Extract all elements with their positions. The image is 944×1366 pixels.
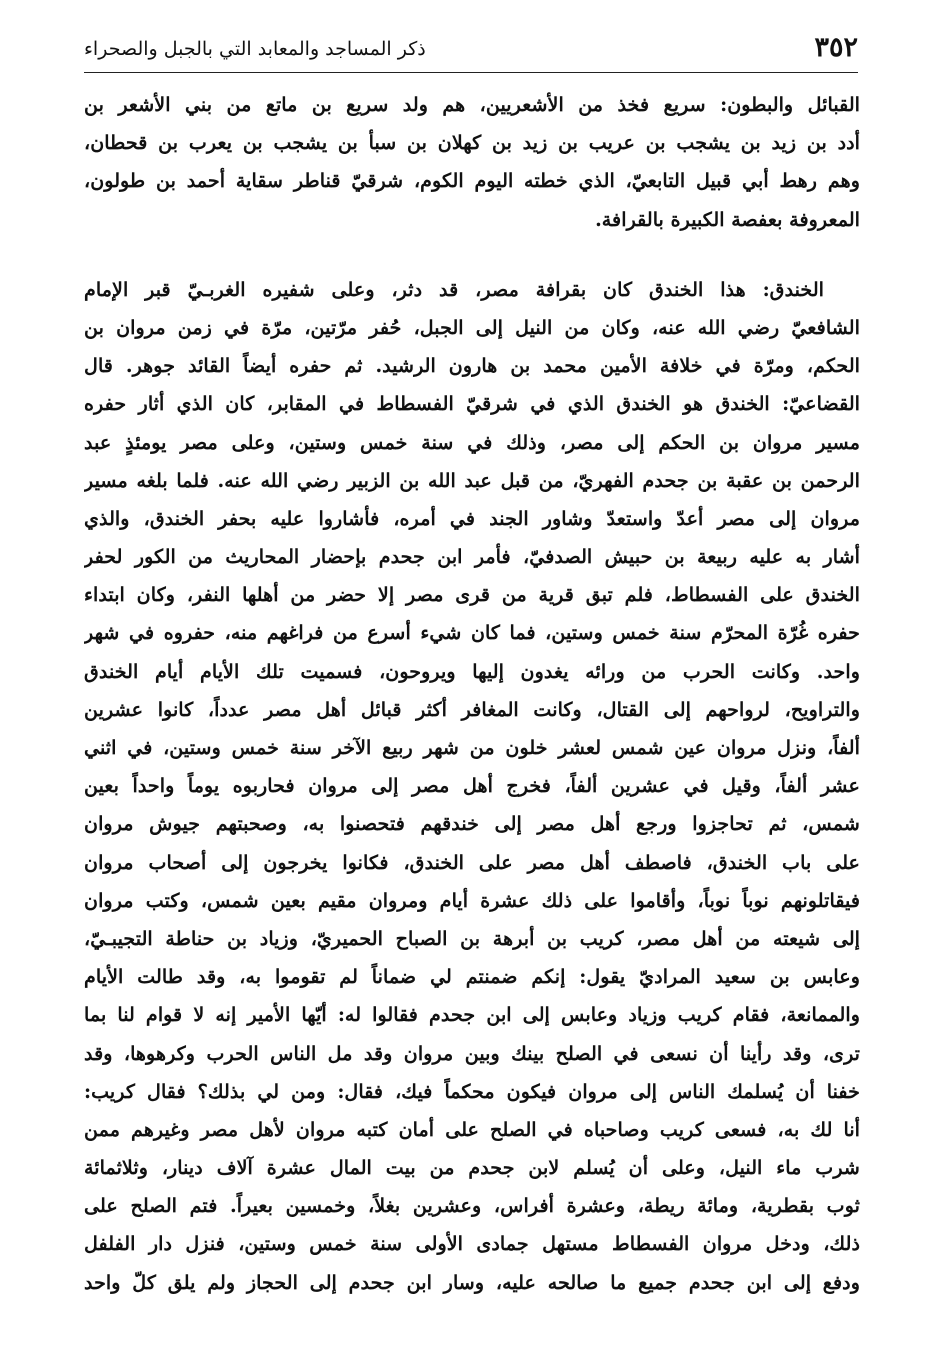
text-line: والتراويح، لرواحهم إلى القتال، وكانت المغافر أكثر قبائل أهل مصر عدداً، كانوا عشرين [84, 697, 860, 721]
text-line: الشافعيّ رضي الله عنه، وكان من النيل إلى الجبل، حُفر مرّتين، مرّة في زمن مروان بن [84, 315, 860, 339]
text-line: على باب الخندق، فاصطف أهل مصر على الخندق، فكانوا يخرجون إلى أصحاب مروان [84, 850, 860, 874]
text-line: أشار به عليه ربيعة بن حبيش الصدفيّ، فأمر ابن جحدم بإحضار المحاريث من الكور لحفر [84, 545, 860, 569]
text-line: القضاعيّ: الخندق هو الخندق الذي في شرقيّ الفسطاط في المقابر، كان الذي أثار حفره [84, 392, 860, 416]
paragraph-gap [84, 239, 860, 271]
text-line: ألفاً، ونزل مروان عين شمس لعشر خلون من شهر ربيع الآخر سنة خمس وستين، في اثني [84, 736, 860, 759]
text-line: ثوب بقطرية، ومائة ريطة، وعشرة أفراس، وعشرين بغلاً، وخمسين بعيراً. فتم الصلح على [84, 1194, 860, 1218]
text-line: واحد. وكانت الحرب من ورائه يغدون إليها ويروحون، فسميت تلك الأيام أيام الخندق [84, 659, 860, 683]
text-line: ودفع إلى ابن جحدم جميع ما صالحه عليه، وسار ابن جحدم إلى الحجاز ولم يلق كلّ واحد [84, 1270, 860, 1294]
text-line: إلى شيعته من أهل مصر، كريب بن أبرهة بن الصباح الحميريّ، وزياد بن حناطة التجيبـيّ، [84, 926, 860, 950]
text-line: المعروفة بعفصة الكبيرة بالقرافة. [595, 207, 860, 231]
text-line: مروان إلى مصر أعدّ واستعدّ وشاور الجند في أمره، فأشاروا عليه بحفر الخندق، والذي [84, 506, 860, 530]
text-line: مسير مروان بن الحكم إلى مصر، وذلك في سنة خمس وستين، وعلى مصر يومئذٍ عبد [84, 430, 860, 454]
body-text [84, 86, 860, 1302]
text-line: خفنا أن يُسلمك الناس إلى مروان فيكون محكماً فيك، فقال: ومن لي بذلك؟ فقال كريب: [84, 1079, 860, 1103]
text-line: الخندق: هذا الخندق كان بقرافة مصر، قد دثر، وعلى شفيره الغربـيّ قبر الإمام [84, 277, 824, 301]
text-line: ترى، وقد رأينا أن نسعى في الصلح بينك وبين مروان وقد مل الناس الحرب وكرهوها، وقد [84, 1041, 860, 1065]
text-line: القبائل والبطون: سريع فخذ من الأشعريين، هم ولد سريع بن ماتع من بني الأشعر بن [84, 93, 860, 116]
text-line: فيقاتلونهم نوباً نوباً، وأقاموا على ذلك عشرة أيام ومروان مقيم بعين شمس، وكتب مروان [84, 888, 860, 912]
paragraph-khandaq [84, 271, 860, 1302]
text-line: وعابس بن سعيد المراديّ يقول: إنكم ضمنتم لي ضماناً لم تقوموا به، وقد طالت الأيام [84, 965, 860, 989]
text-line: والممانعة، فقام كريب وزياد وعابس إلى ابن جحدم فقالوا له: أيّها الأمير إنه لا قوام لنا بما [84, 1003, 860, 1027]
text-line: عشر ألفاً، وقيل في عشرين ألفاً، فخرج أهل مصر إلى مروان فحاربوه يوماً واحداً بعين [84, 774, 860, 798]
text-line: حفره غُرّة المحرّم سنة خمس وستين، فما كان شيء أسرع من فراغهم منه، حفروه في شهر [84, 621, 860, 645]
text-line: ذلك، ودخل مروان الفسطاط مستهل جمادى الأولى سنة خمس وستين، فنزل دار الفلفل [84, 1232, 860, 1256]
text-line: وهم رهط أبي قبيل التابعيّ، الذي خطته اليوم الكوم، شرقيّ قناطر سقاية أحمد بن طولون، [84, 169, 860, 193]
running-title: ذكر المساجد والمعابد التي بالجبل والصحراء [84, 38, 426, 60]
text-line: أدد بن زيد بن يشجب بن عريب بن زيد بن كهلان بن سبأ بن يشجب بن يعرب بن قحطان، [84, 131, 860, 155]
text-line: أنا لك به، فسعى كريب وصاحباه في الصلح على أمان كتبه مروان لأهل مصر وغيرهم ممن [84, 1117, 860, 1141]
page-number: ٣٥٢ [814, 32, 858, 63]
text-line: الخندق على الفسطاط، فلم تبق قرية من قرى مصر إلا حضر من أهلها النفر، وكان ابتداء [84, 583, 860, 607]
text-line: الرحمن بن عقبة بن جحدم الفهريّ، من قبل عبد الله بن الزبير رضي الله عنه. فلما بلغه مسير [84, 468, 860, 492]
text-line: الحكم، ومرّة في خلافة الأمين محمد بن هارون الرشيد. ثم حفره أيضاً القائد جوهر. قال [84, 354, 860, 378]
text-line: شرب ماء النيل، وعلى أن يُسلم لابن جحدم من بيت المال عشرة آلاف دينار، وثلاثمائة [84, 1156, 860, 1180]
text-line: شمس، ثم تحاجزوا ورجع أهل مصر إلى خندقهم فتحصنوا به، وصحبتهم جيوش مروان [84, 812, 860, 836]
paragraph-tribes [84, 86, 860, 239]
page-header [84, 30, 858, 73]
